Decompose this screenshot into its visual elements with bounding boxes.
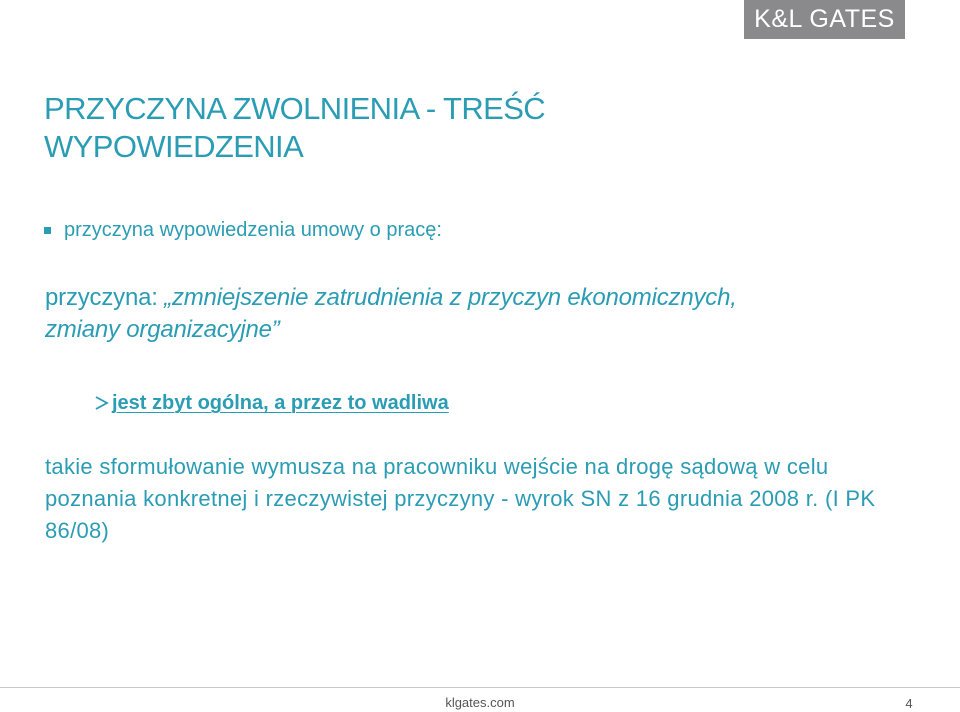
body-paragraph: takie sformułowanie wymusza na pracowniku wejście na drogę sądową w celu poznania konkretnej i rzeczywistej przyczyny - wyrok SN z 16 grudnia 2008 r. (I PK 86/08) bbox=[45, 454, 876, 543]
cause-prefix: przyczyna: bbox=[45, 284, 165, 311]
bullet-item bbox=[44, 217, 442, 243]
slide-title: PRZYCZYNA ZWOLNIENIA - TREŚĆ WYPOWIEDZENIA bbox=[44, 91, 546, 164]
footer-divider bbox=[0, 687, 960, 688]
sub-point bbox=[94, 390, 449, 416]
square-bullet-icon bbox=[44, 227, 51, 234]
bullet-text: przyczyna wypowiedzenia umowy o pracę: bbox=[64, 219, 442, 241]
page-number: 4 bbox=[905, 696, 913, 711]
arrow-bullet-icon bbox=[94, 395, 109, 411]
klgates-logo: K&L GATES bbox=[744, 0, 905, 39]
sub-point-text: jest zbyt ogólna, a przez to wadliwa bbox=[112, 392, 449, 414]
cause-statement bbox=[45, 282, 805, 346]
footer-website: klgates.com bbox=[445, 695, 515, 710]
cause-quote: „zmniejszenie zatrudnienia z przyczyn ekonomicznych, zmiany organizacyjne” bbox=[45, 284, 737, 343]
